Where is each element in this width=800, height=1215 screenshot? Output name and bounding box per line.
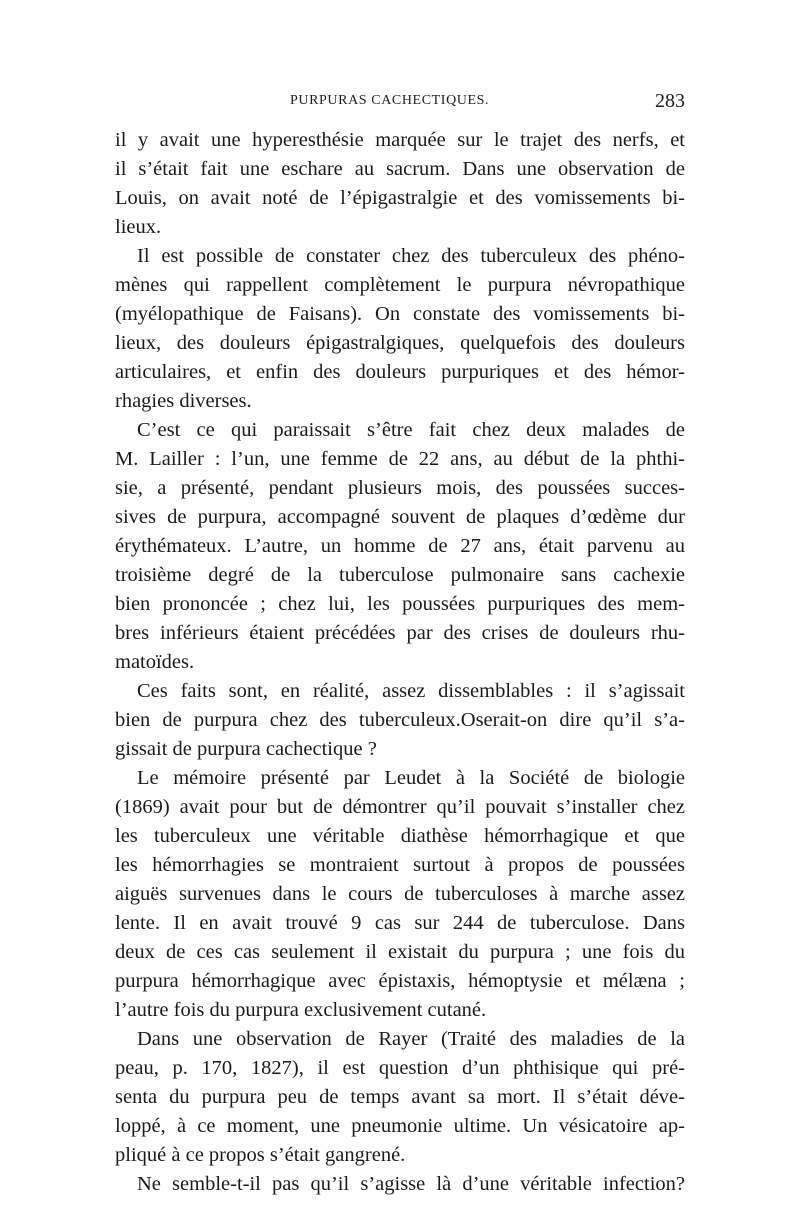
- text-line: (1869) avait pour but de démontrer qu’il pouvait s’installer chez: [115, 796, 685, 818]
- text-line: loppé, à ce moment, une pneumonie ultime. Un vésicatoire ap-: [115, 1115, 685, 1137]
- text-line: l’autre fois du purpura exclusivement cutané.: [115, 999, 487, 1021]
- text-line: il y avait une hyperesthésie marquée sur le trajet des nerfs, et: [115, 129, 685, 151]
- text-line: purpura hémorrhagique avec épistaxis, hémoptysie et mélæna ;: [115, 970, 685, 992]
- text-line: deux de ces cas seulement il existait du purpura ; une fois du: [115, 941, 685, 963]
- text-line: érythémateux. L’autre, un homme de 27 ans, était parvenu au: [115, 535, 685, 557]
- text-line: Dans une observation de Rayer (Traité des maladies de la: [137, 1028, 685, 1050]
- text-line: mènes qui rappellent complètement le purpura névropathique: [115, 274, 685, 296]
- body-text: [115, 126, 685, 1199]
- text-line: aiguës survenues dans le cours de tuberculoses à marche assez: [115, 883, 685, 905]
- text-line: C’est ce qui paraissait s’être fait chez deux malades de: [137, 419, 685, 441]
- text-line: lente. Il en avait trouvé 9 cas sur 244 de tuberculose. Dans: [115, 912, 685, 934]
- text-line: les tuberculeux une véritable diathèse hémorrhagique et que: [115, 825, 685, 847]
- text-line: Il est possible de constater chez des tuberculeux des phéno-: [137, 245, 685, 267]
- text-line: bien de purpura chez des tuberculeux.Oserait-on dire qu’il s’a-: [115, 709, 685, 731]
- text-line: bien prononcée ; chez lui, les poussées purpuriques des mem-: [115, 593, 685, 615]
- text-line: matoïdes.: [115, 651, 195, 673]
- text-line: M. Lailler : l’un, une femme de 22 ans, au début de la phthi-: [115, 448, 685, 470]
- page-number: 283: [655, 90, 685, 112]
- text-line: lieux, des douleurs épigastralgiques, quelquefois des douleurs: [115, 332, 685, 354]
- text-line: gissait de purpura cachectique ?: [115, 738, 377, 760]
- text-line: articulaires, et enfin des douleurs purpuriques et des hémor-: [115, 361, 685, 383]
- text-line: troisième degré de la tuberculose pulmonaire sans cachexie: [115, 564, 685, 586]
- text-line: bres inférieurs étaient précédées par des crises de douleurs rhu-: [115, 622, 685, 644]
- text-line: pliqué à ce propos s’était gangrené.: [115, 1144, 406, 1166]
- text-line: sie, a présenté, pendant plusieurs mois, des poussées succes-: [115, 477, 685, 499]
- text-line: lieux.: [115, 216, 162, 238]
- text-line: (myélopathique de Faisans). On constate des vomissements bi-: [115, 303, 685, 325]
- text-line: Le mémoire présenté par Leudet à la Société de biologie: [137, 767, 685, 789]
- text-line: Louis, on avait noté de l’épigastralgie et des vomissements bi-: [115, 187, 685, 209]
- text-line: senta du purpura peu de temps avant sa mort. Il s’était déve-: [115, 1086, 685, 1108]
- text-line: sives de purpura, accompagné souvent de plaques d’œdème dur: [115, 506, 685, 528]
- running-title: PURPURAS CACHECTIQUES.: [290, 93, 490, 108]
- text-line: il s’était fait une eschare au sacrum. Dans une observation de: [115, 158, 685, 180]
- running-head: [115, 90, 685, 117]
- text-line: les hémorrhagies se montraient surtout à propos de poussées: [115, 854, 685, 876]
- text-line: Ne semble-t-il pas qu’il s’agisse là d’une véritable infection?: [137, 1173, 685, 1195]
- text-line: Ces faits sont, en réalité, assez dissemblables : il s’agissait: [137, 680, 685, 702]
- text-line: peau, p. 170, 1827), il est question d’un phthisique qui pré-: [115, 1057, 685, 1079]
- text-line: rhagies diverses.: [115, 390, 252, 412]
